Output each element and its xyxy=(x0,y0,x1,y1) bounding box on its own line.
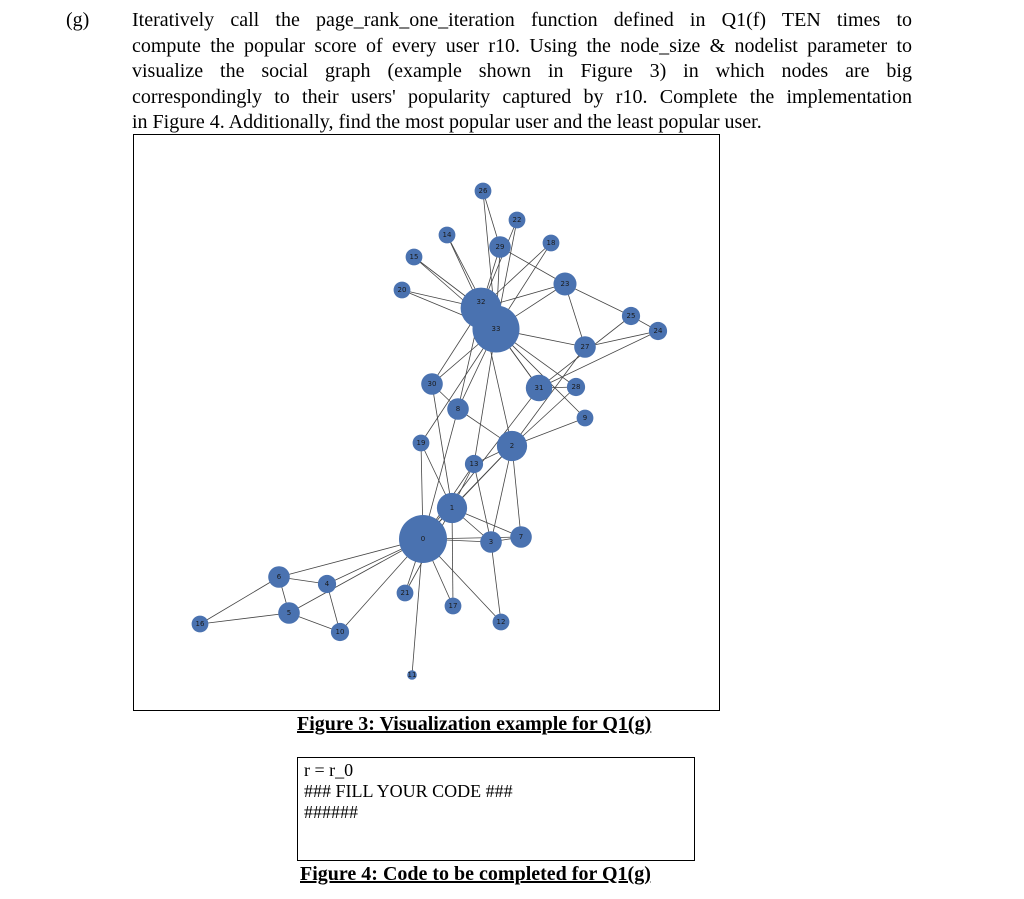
graph-node-9 xyxy=(577,410,594,427)
edges-layer xyxy=(200,191,658,675)
graph-node-label-18: 18 xyxy=(546,239,556,247)
question-line-2: compute the popular score of every user r10. Using the node_size & nodelist parameter to xyxy=(132,34,912,57)
graph-edge-6-16 xyxy=(200,577,279,624)
graph-node-19 xyxy=(413,435,430,452)
graph-node-label-3: 3 xyxy=(488,538,494,546)
graph-node-26 xyxy=(475,183,492,200)
graph-node-label-7: 7 xyxy=(518,533,524,541)
graph-node-label-19: 19 xyxy=(416,439,426,447)
graph-node-label-14: 14 xyxy=(442,231,452,239)
graph-node-27 xyxy=(574,336,596,358)
graph-node-29 xyxy=(489,236,511,258)
graph-node-11 xyxy=(407,670,417,680)
graph-node-label-21: 21 xyxy=(400,589,410,597)
graph-node-14 xyxy=(439,227,456,244)
graph-node-10 xyxy=(331,623,349,641)
graph-node-label-17: 17 xyxy=(448,602,458,610)
graph-node-label-16: 16 xyxy=(195,620,205,628)
graph-node-label-10: 10 xyxy=(335,628,345,636)
graph-node-label-26: 26 xyxy=(478,187,488,195)
graph-node-label-27: 27 xyxy=(580,343,590,351)
graph-node-label-32: 32 xyxy=(476,298,486,306)
graph-node-25 xyxy=(622,307,640,325)
graph-edge-5-16 xyxy=(200,613,289,624)
graph-node-label-30: 30 xyxy=(427,380,437,388)
graph-node-33 xyxy=(472,305,519,352)
graph-node-21 xyxy=(397,585,414,602)
graph-node-3 xyxy=(480,531,502,553)
graph-node-18 xyxy=(543,235,560,252)
graph-node-12 xyxy=(493,614,510,631)
graph-node-label-6: 6 xyxy=(276,573,282,581)
graph-node-17 xyxy=(445,598,462,615)
graph-edge-3-12 xyxy=(491,542,501,622)
nodes-layer xyxy=(192,183,668,680)
graph-node-label-11: 11 xyxy=(407,671,417,679)
question-line-4: correspondingly to their users' popularity captured by r10. Complete the implementation xyxy=(132,85,912,108)
question-line-1: Iteratively call the page_rank_one_iteration function defined in Q1(f) TEN times to xyxy=(132,9,912,31)
graph-node-28 xyxy=(567,378,585,396)
graph-node-7 xyxy=(510,526,532,548)
graph-node-6 xyxy=(268,566,290,588)
question-line-5: in Figure 4. Additionally, find the most popular user and the least popular user. xyxy=(132,111,762,133)
graph-node-label-20: 20 xyxy=(397,286,407,294)
code-line-4: ###### xyxy=(304,802,358,822)
graph-node-1 xyxy=(437,493,467,523)
graph-node-24 xyxy=(649,322,667,340)
question-text xyxy=(132,8,912,136)
graph-node-22 xyxy=(509,212,526,229)
graph-node-31 xyxy=(526,375,552,401)
graph-node-30 xyxy=(421,373,443,395)
question-label: (g) xyxy=(66,9,90,31)
graph-node-label-15: 15 xyxy=(409,253,419,261)
graph-node-2 xyxy=(497,431,527,461)
code-box xyxy=(297,757,695,861)
graph-edge-3-13 xyxy=(474,464,491,542)
graph-node-13 xyxy=(465,455,483,473)
graph-node-20 xyxy=(394,282,411,299)
question-line-3: visualize the social graph (example shown in Figure 3) in which nodes are big xyxy=(132,60,912,82)
graph-node-label-4: 4 xyxy=(324,580,330,588)
graph-node-15 xyxy=(406,249,423,266)
graph-node-label-12: 12 xyxy=(496,618,506,626)
graph-node-8 xyxy=(447,398,469,420)
graph-edge-1-30 xyxy=(432,384,452,508)
graph-node-0 xyxy=(399,515,447,563)
graph-node-label-31: 31 xyxy=(534,384,544,392)
graph-node-label-24: 24 xyxy=(653,327,663,335)
graph-node-5 xyxy=(278,602,300,624)
graph-node-label-5: 5 xyxy=(286,609,292,617)
graph-node-label-29: 29 xyxy=(495,243,505,251)
graph-node-label-33: 33 xyxy=(491,325,501,333)
graph-node-label-22: 22 xyxy=(512,216,522,224)
code-line-1: r = r_0 xyxy=(304,760,354,780)
graph-edge-24-31 xyxy=(539,331,658,388)
code-line-2: ### FILL YOUR CODE ### xyxy=(304,781,513,801)
figure-3-graph xyxy=(133,134,720,711)
graph-node-label-9: 9 xyxy=(582,414,588,422)
graph-node-label-23: 23 xyxy=(560,280,570,288)
figure-4-caption: Figure 4: Code to be completed for Q1(g) xyxy=(300,863,651,885)
graph-node-label-1: 1 xyxy=(449,504,455,512)
graph-node-16 xyxy=(192,616,209,633)
graph-node-23 xyxy=(553,272,576,295)
graph-node-4 xyxy=(318,575,336,593)
graph-node-label-28: 28 xyxy=(571,383,581,391)
graph-node-label-2: 2 xyxy=(509,442,515,450)
figure-3-caption: Figure 3: Visualization example for Q1(g) xyxy=(297,713,652,735)
graph-edge-24-27 xyxy=(585,331,658,347)
social-graph-svg xyxy=(134,135,721,712)
graph-node-label-8: 8 xyxy=(455,405,461,413)
graph-node-label-25: 25 xyxy=(626,312,636,320)
graph-node-label-0: 0 xyxy=(420,535,426,543)
graph-node-label-13: 13 xyxy=(469,460,479,468)
